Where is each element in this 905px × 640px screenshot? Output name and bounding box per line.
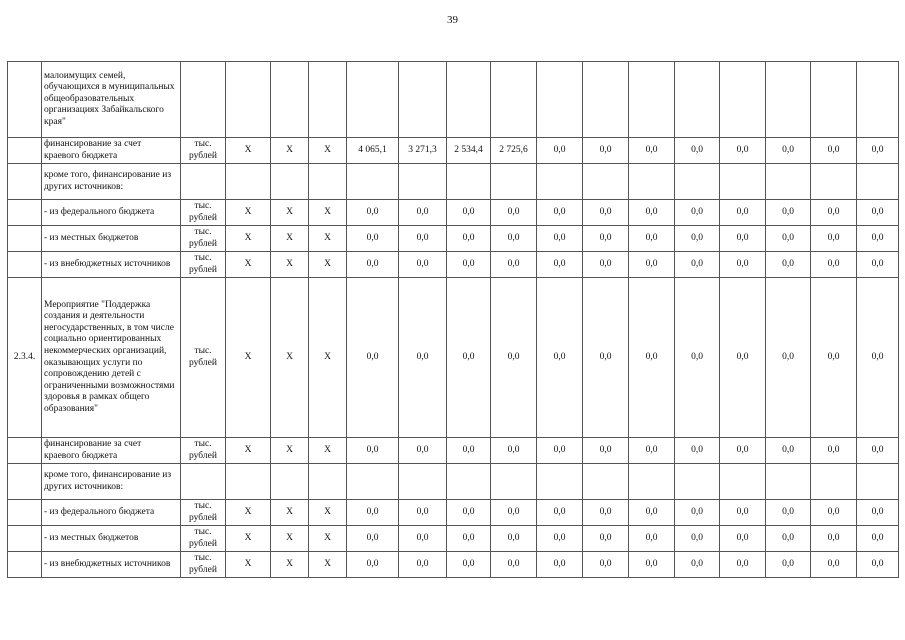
table-row [8,138,899,164]
value-cell: 0,0 [447,526,491,552]
value-cell: 0,0 [720,438,766,464]
value-cell [447,464,491,500]
unit-cell: тыс. рублей [181,226,226,252]
item-number-cell [8,138,42,164]
x-mark-cell: X [309,438,347,464]
value-cell: 0,0 [675,500,720,526]
table-row [8,464,899,500]
x-mark-cell: X [226,552,271,578]
value-cell: 0,0 [629,278,675,438]
unit-cell: тыс. рублей [181,138,226,164]
value-cell: 0,0 [857,438,899,464]
value-cell [675,464,720,500]
value-cell: 0,0 [675,226,720,252]
unit-cell: тыс. рублей [181,438,226,464]
value-cell [583,164,629,200]
value-cell: 0,0 [720,500,766,526]
value-cell: 0,0 [491,500,537,526]
value-cell: 0,0 [766,438,811,464]
item-number-cell: 2.3.4. [8,278,42,438]
value-cell: 0,0 [629,500,675,526]
value-cell: 0,0 [675,278,720,438]
value-cell [347,164,399,200]
value-cell: 0,0 [720,200,766,226]
value-cell: 3 271,3 [399,138,447,164]
value-cell: 0,0 [447,552,491,578]
x-mark-cell [271,62,309,138]
budget-table [7,61,899,578]
item-number-cell [8,438,42,464]
value-cell: 0,0 [857,138,899,164]
value-cell: 0,0 [537,138,583,164]
x-mark-cell [271,464,309,500]
value-cell [675,62,720,138]
unit-cell: тыс. рублей [181,278,226,438]
value-cell: 0,0 [857,252,899,278]
item-name-cell: - из внебюджетных источников [42,252,181,278]
value-cell: 0,0 [811,526,857,552]
value-cell: 0,0 [583,552,629,578]
value-cell: 0,0 [537,500,583,526]
x-mark-cell [309,164,347,200]
value-cell: 0,0 [766,138,811,164]
value-cell: 0,0 [720,138,766,164]
value-cell: 0,0 [857,500,899,526]
value-cell: 0,0 [720,278,766,438]
value-cell [447,164,491,200]
value-cell [537,62,583,138]
item-name-cell: - из местных бюджетов [42,526,181,552]
table-body [8,62,899,578]
item-name-cell: финансирование за счет краевого бюджета [42,438,181,464]
value-cell: 0,0 [537,438,583,464]
x-mark-cell: X [271,552,309,578]
value-cell: 0,0 [399,226,447,252]
x-mark-cell: X [271,200,309,226]
value-cell [629,62,675,138]
x-mark-cell: X [226,526,271,552]
value-cell: 0,0 [447,278,491,438]
unit-cell [181,164,226,200]
x-mark-cell [226,464,271,500]
table-row [8,164,899,200]
value-cell [491,164,537,200]
value-cell: 0,0 [583,278,629,438]
value-cell [491,62,537,138]
value-cell: 0,0 [629,252,675,278]
value-cell: 0,0 [491,552,537,578]
value-cell: 0,0 [491,278,537,438]
x-mark-cell [271,164,309,200]
value-cell: 0,0 [447,438,491,464]
item-number-cell [8,226,42,252]
x-mark-cell: X [309,252,347,278]
x-mark-cell: X [309,526,347,552]
item-name-cell: малоимущих семей, обучающихся в муниципальных общеобразовательных организациях Забайкальского края" [42,62,181,138]
x-mark-cell: X [271,278,309,438]
value-cell: 0,0 [766,278,811,438]
value-cell [399,464,447,500]
value-cell: 0,0 [537,200,583,226]
value-cell: 0,0 [347,500,399,526]
x-mark-cell: X [226,278,271,438]
unit-cell: тыс. рублей [181,500,226,526]
value-cell: 0,0 [766,500,811,526]
value-cell: 0,0 [583,252,629,278]
x-mark-cell: X [226,226,271,252]
value-cell [537,164,583,200]
item-name-cell: кроме того, финансирование из других источников: [42,164,181,200]
value-cell: 0,0 [583,200,629,226]
value-cell: 2 725,6 [491,138,537,164]
value-cell [583,464,629,500]
value-cell: 0,0 [491,226,537,252]
x-mark-cell: X [271,252,309,278]
value-cell: 0,0 [447,252,491,278]
value-cell: 0,0 [811,200,857,226]
value-cell [720,62,766,138]
value-cell [720,464,766,500]
value-cell: 0,0 [347,278,399,438]
x-mark-cell: X [271,526,309,552]
x-mark-cell: X [271,138,309,164]
value-cell: 0,0 [766,252,811,278]
value-cell: 0,0 [811,500,857,526]
unit-cell: тыс. рублей [181,526,226,552]
unit-cell: тыс. рублей [181,552,226,578]
value-cell [491,464,537,500]
table-row [8,500,899,526]
value-cell: 0,0 [399,526,447,552]
unit-cell [181,464,226,500]
value-cell: 0,0 [399,552,447,578]
value-cell: 0,0 [347,252,399,278]
value-cell: 0,0 [629,138,675,164]
item-name-cell: финансирование за счет краевого бюджета [42,138,181,164]
value-cell [857,164,899,200]
value-cell: 0,0 [811,278,857,438]
item-name-cell: - из внебюджетных источников [42,552,181,578]
x-mark-cell: X [309,138,347,164]
value-cell: 0,0 [811,138,857,164]
item-number-cell [8,62,42,138]
value-cell: 0,0 [720,552,766,578]
value-cell: 0,0 [675,200,720,226]
value-cell: 0,0 [857,552,899,578]
value-cell: 0,0 [766,526,811,552]
table-row [8,438,899,464]
value-cell: 2 534,4 [447,138,491,164]
page-number: 39 [447,14,458,26]
value-cell [857,62,899,138]
value-cell: 0,0 [347,226,399,252]
item-number-cell [8,552,42,578]
value-cell: 0,0 [447,200,491,226]
x-mark-cell: X [271,226,309,252]
table-row [8,526,899,552]
item-number-cell [8,500,42,526]
value-cell [399,164,447,200]
value-cell [537,464,583,500]
value-cell: 0,0 [491,200,537,226]
value-cell: 0,0 [491,438,537,464]
x-mark-cell: X [309,226,347,252]
table-row [8,62,899,138]
value-cell: 0,0 [629,552,675,578]
value-cell: 0,0 [675,526,720,552]
value-cell: 0,0 [583,438,629,464]
value-cell [399,62,447,138]
value-cell [720,164,766,200]
table-row [8,200,899,226]
item-name-cell: Мероприятие "Поддержка создания и деятельности негосударственных, в том числе социально ориентированных некоммерческих организаций, оказывающих услуги по сопровождению детей с ограниченными возможностями здоровья в рамках общего образования" [42,278,181,438]
x-mark-cell [309,464,347,500]
value-cell: 0,0 [629,438,675,464]
item-number-cell [8,464,42,500]
value-cell: 0,0 [399,200,447,226]
value-cell: 0,0 [347,438,399,464]
x-mark-cell [226,62,271,138]
value-cell: 0,0 [447,500,491,526]
value-cell: 0,0 [537,278,583,438]
value-cell: 0,0 [675,252,720,278]
value-cell: 0,0 [583,526,629,552]
value-cell: 0,0 [720,526,766,552]
value-cell [766,464,811,500]
value-cell [857,464,899,500]
value-cell: 0,0 [811,252,857,278]
value-cell [347,464,399,500]
value-cell [766,164,811,200]
table-row [8,552,899,578]
unit-cell: тыс. рублей [181,252,226,278]
x-mark-cell: X [226,200,271,226]
item-number-cell [8,526,42,552]
x-mark-cell: X [271,438,309,464]
table-row [8,252,899,278]
x-mark-cell: X [309,552,347,578]
value-cell: 0,0 [347,200,399,226]
value-cell: 0,0 [537,552,583,578]
value-cell: 0,0 [811,552,857,578]
table-row [8,226,899,252]
value-cell: 0,0 [720,252,766,278]
item-name-cell: - из федерального бюджета [42,200,181,226]
x-mark-cell: X [309,200,347,226]
value-cell [629,464,675,500]
value-cell [811,164,857,200]
value-cell: 0,0 [811,438,857,464]
x-mark-cell: X [226,500,271,526]
value-cell [766,62,811,138]
value-cell: 0,0 [537,226,583,252]
unit-cell: тыс. рублей [181,200,226,226]
value-cell: 0,0 [811,226,857,252]
value-cell: 0,0 [491,526,537,552]
value-cell: 0,0 [720,226,766,252]
value-cell: 0,0 [399,252,447,278]
value-cell: 0,0 [675,438,720,464]
x-mark-cell: X [226,138,271,164]
value-cell: 0,0 [629,200,675,226]
item-name-cell: - из местных бюджетов [42,226,181,252]
value-cell: 0,0 [537,526,583,552]
value-cell: 0,0 [399,500,447,526]
value-cell: 0,0 [399,438,447,464]
value-cell [675,164,720,200]
table-row [8,278,899,438]
value-cell: 0,0 [583,226,629,252]
value-cell [629,164,675,200]
x-mark-cell: X [226,438,271,464]
value-cell: 0,0 [347,552,399,578]
x-mark-cell [226,164,271,200]
item-number-cell [8,252,42,278]
value-cell: 0,0 [537,252,583,278]
value-cell: 0,0 [857,526,899,552]
item-number-cell [8,164,42,200]
x-mark-cell: X [309,500,347,526]
value-cell [811,464,857,500]
unit-cell [181,62,226,138]
value-cell: 0,0 [583,500,629,526]
value-cell: 0,0 [447,226,491,252]
value-cell: 0,0 [766,200,811,226]
value-cell: 0,0 [583,138,629,164]
value-cell: 0,0 [766,226,811,252]
value-cell: 0,0 [629,526,675,552]
item-number-cell [8,200,42,226]
value-cell: 0,0 [857,278,899,438]
x-mark-cell: X [271,500,309,526]
item-name-cell: - из федерального бюджета [42,500,181,526]
value-cell: 0,0 [857,200,899,226]
value-cell [447,62,491,138]
value-cell: 0,0 [491,252,537,278]
value-cell: 0,0 [675,138,720,164]
value-cell: 0,0 [347,526,399,552]
value-cell: 0,0 [399,278,447,438]
value-cell [811,62,857,138]
value-cell [583,62,629,138]
value-cell [347,62,399,138]
value-cell: 0,0 [766,552,811,578]
x-mark-cell: X [226,252,271,278]
value-cell: 0,0 [629,226,675,252]
item-name-cell: кроме того, финансирование из других источников: [42,464,181,500]
x-mark-cell [309,62,347,138]
value-cell: 0,0 [857,226,899,252]
value-cell: 0,0 [675,552,720,578]
x-mark-cell: X [309,278,347,438]
value-cell: 4 065,1 [347,138,399,164]
